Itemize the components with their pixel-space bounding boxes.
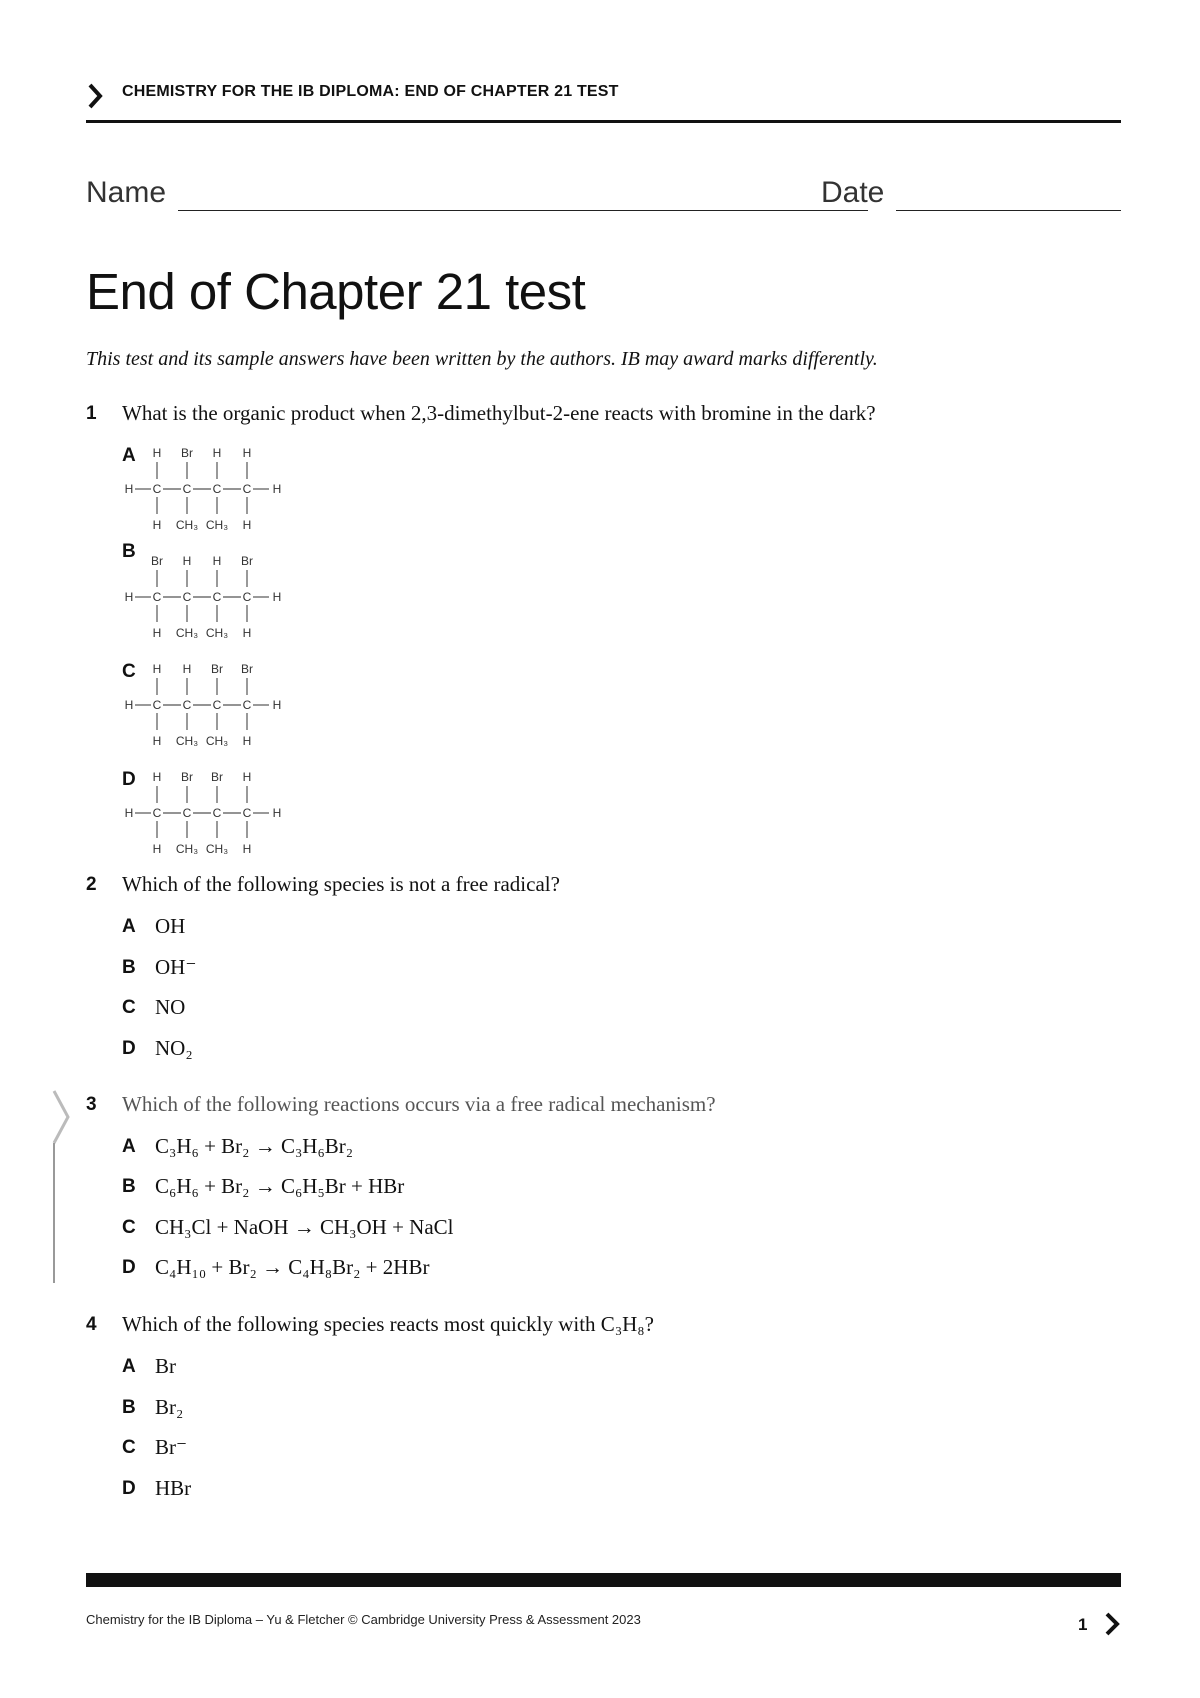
substituent-top: H — [152, 662, 162, 676]
atom-label: H — [272, 698, 282, 712]
name-date-row — [86, 172, 1121, 216]
page-header — [86, 78, 1121, 123]
atom-label: H — [124, 806, 134, 820]
substituent-top: Br — [211, 770, 223, 784]
atom-label: H — [272, 590, 282, 604]
question-number: 2 — [86, 874, 97, 895]
carbon-atom: C — [212, 590, 222, 604]
structural-formula-svg — [114, 443, 294, 533]
substituent-top: Br — [151, 554, 163, 568]
option-letter: C — [122, 997, 136, 1018]
option-c[interactable] — [122, 995, 922, 1027]
substituent-bottom: CH₃ — [205, 626, 229, 640]
question-number: 4 — [86, 1314, 97, 1335]
option-letter: B — [122, 1176, 136, 1197]
option-letter: A — [122, 916, 136, 937]
option-d[interactable] — [122, 1476, 922, 1508]
page-title: End of Chapter 21 test — [86, 263, 586, 320]
substituent-bottom: CH₃ — [175, 518, 199, 532]
substituent-top: H — [182, 662, 192, 676]
date-label: Date — [821, 176, 885, 209]
option-letter: C — [122, 661, 136, 682]
option-text: Br₂ — [155, 1395, 184, 1419]
footer-copyright: Chemistry for the IB Diploma – Yu & Fletcher © Cambridge University Press & Assessment 2023 — [86, 1612, 641, 1627]
structural-formula-b — [114, 551, 314, 641]
date-field[interactable] — [896, 210, 1121, 211]
structural-formula-c — [114, 659, 314, 749]
intro-note: This test and its sample answers have been written by the authors. IB may award marks differently. — [86, 348, 878, 370]
option-text: C₄H₁₀ + Br₂ → C₄H₈Br₂ + 2HBr — [155, 1255, 430, 1279]
option-letter: A — [122, 1356, 136, 1377]
substituent-top: Br — [241, 554, 253, 568]
option-d[interactable] — [122, 1036, 922, 1068]
question-number: 1 — [86, 403, 97, 424]
option-text: Br⁻ — [155, 1435, 188, 1459]
option-letter: C — [122, 1217, 136, 1238]
carbon-atom: C — [212, 806, 222, 820]
substituent-bottom: CH₃ — [175, 734, 199, 748]
option-text: CH₃Cl + NaOH → CH₃OH + NaCl — [155, 1215, 454, 1239]
substituent-bottom: H — [242, 518, 252, 532]
substituent-bottom: H — [152, 518, 162, 532]
carbon-atom: C — [242, 482, 252, 496]
option-c[interactable] — [122, 1435, 922, 1467]
atom-label: H — [272, 482, 282, 496]
option-text: C₆H₆ + Br₂ → C₆H₅Br + HBr — [155, 1174, 405, 1198]
substituent-top: H — [242, 446, 252, 460]
atom-label: H — [124, 590, 134, 604]
option-letter: A — [122, 1136, 136, 1157]
atom-label: H — [272, 806, 282, 820]
carbon-atom: C — [182, 590, 192, 604]
substituent-top: H — [212, 446, 222, 460]
carbon-atom: C — [212, 698, 222, 712]
structural-formula-svg — [114, 767, 294, 857]
structural-formula-a — [114, 443, 314, 533]
carbon-atom: C — [152, 806, 162, 820]
question-text: Which of the following reactions occurs via a free radical mechanism? — [122, 1092, 716, 1116]
substituent-top: H — [242, 770, 252, 784]
chevron-right-icon — [86, 82, 104, 110]
margin-bracket-icon — [50, 1087, 74, 1287]
substituent-top: Br — [181, 770, 193, 784]
option-text: C₃H₆ + Br₂ → C₃H₆Br₂ — [155, 1134, 354, 1158]
substituent-top: Br — [181, 446, 193, 460]
option-text: OH⁻ — [155, 955, 197, 979]
option-text: OH — [155, 914, 186, 938]
option-letter: B — [122, 1397, 136, 1418]
option-b[interactable] — [122, 1395, 922, 1427]
structural-formula-svg — [114, 551, 294, 641]
substituent-bottom: CH₃ — [205, 518, 229, 532]
option-letter: D — [122, 769, 136, 790]
carbon-atom: C — [182, 806, 192, 820]
option-letter: B — [122, 957, 136, 978]
carbon-atom: C — [182, 482, 192, 496]
question-text: What is the organic product when 2,3-dimethylbut-2-ene reacts with bromine in the dark? — [122, 401, 876, 425]
header-title: CHEMISTRY FOR THE IB DIPLOMA: END OF CHAPTER 21 TEST — [122, 83, 619, 100]
option-text: NO — [155, 995, 186, 1019]
name-field[interactable] — [178, 210, 868, 211]
substituent-bottom: CH₃ — [205, 842, 229, 856]
substituent-bottom: H — [242, 734, 252, 748]
option-letter: B — [122, 541, 136, 562]
substituent-bottom: H — [152, 842, 162, 856]
option-text: Br — [155, 1354, 176, 1378]
atom-label: H — [124, 482, 134, 496]
substituent-bottom: CH₃ — [175, 842, 199, 856]
option-letter: D — [122, 1478, 136, 1499]
structural-formula-svg — [114, 659, 294, 749]
option-a[interactable] — [122, 1134, 922, 1166]
question-text: Which of the following species reacts most quickly with C₃H₈? — [122, 1312, 654, 1336]
substituent-top: Br — [211, 662, 223, 676]
carbon-atom: C — [242, 806, 252, 820]
substituent-bottom: CH₃ — [205, 734, 229, 748]
substituent-bottom: CH₃ — [175, 626, 199, 640]
substituent-top: H — [152, 446, 162, 460]
substituent-bottom: H — [152, 626, 162, 640]
option-text: NO₂ — [155, 1036, 193, 1060]
next-page-chevron-icon[interactable] — [1104, 1611, 1120, 1637]
substituent-bottom: H — [242, 842, 252, 856]
option-letter: C — [122, 1437, 136, 1458]
option-b[interactable] — [122, 1174, 922, 1206]
substituent-top: H — [212, 554, 222, 568]
carbon-atom: C — [182, 698, 192, 712]
name-label: Name — [86, 176, 167, 209]
footer-rule — [86, 1573, 1121, 1587]
option-d[interactable] — [122, 1255, 922, 1287]
option-letter: D — [122, 1038, 136, 1059]
substituent-top: H — [152, 770, 162, 784]
question-text: Which of the following species is not a free radical? — [122, 872, 560, 896]
carbon-atom: C — [212, 482, 222, 496]
substituent-top: Br — [241, 662, 253, 676]
option-text: HBr — [155, 1476, 192, 1500]
carbon-atom: C — [152, 482, 162, 496]
substituent-bottom: H — [242, 626, 252, 640]
substituent-top: H — [182, 554, 192, 568]
structural-formula-d — [114, 767, 314, 857]
question-number: 3 — [86, 1094, 97, 1115]
option-a[interactable] — [122, 1354, 922, 1386]
option-b[interactable] — [122, 955, 922, 987]
carbon-atom: C — [242, 698, 252, 712]
atom-label: H — [124, 698, 134, 712]
option-letter: A — [122, 445, 136, 466]
page-number: 1 — [1078, 1615, 1088, 1634]
carbon-atom: C — [152, 698, 162, 712]
option-c[interactable] — [122, 1215, 922, 1247]
option-letter: D — [122, 1257, 136, 1278]
option-a[interactable] — [122, 914, 922, 946]
carbon-atom: C — [152, 590, 162, 604]
carbon-atom: C — [242, 590, 252, 604]
substituent-bottom: H — [152, 734, 162, 748]
